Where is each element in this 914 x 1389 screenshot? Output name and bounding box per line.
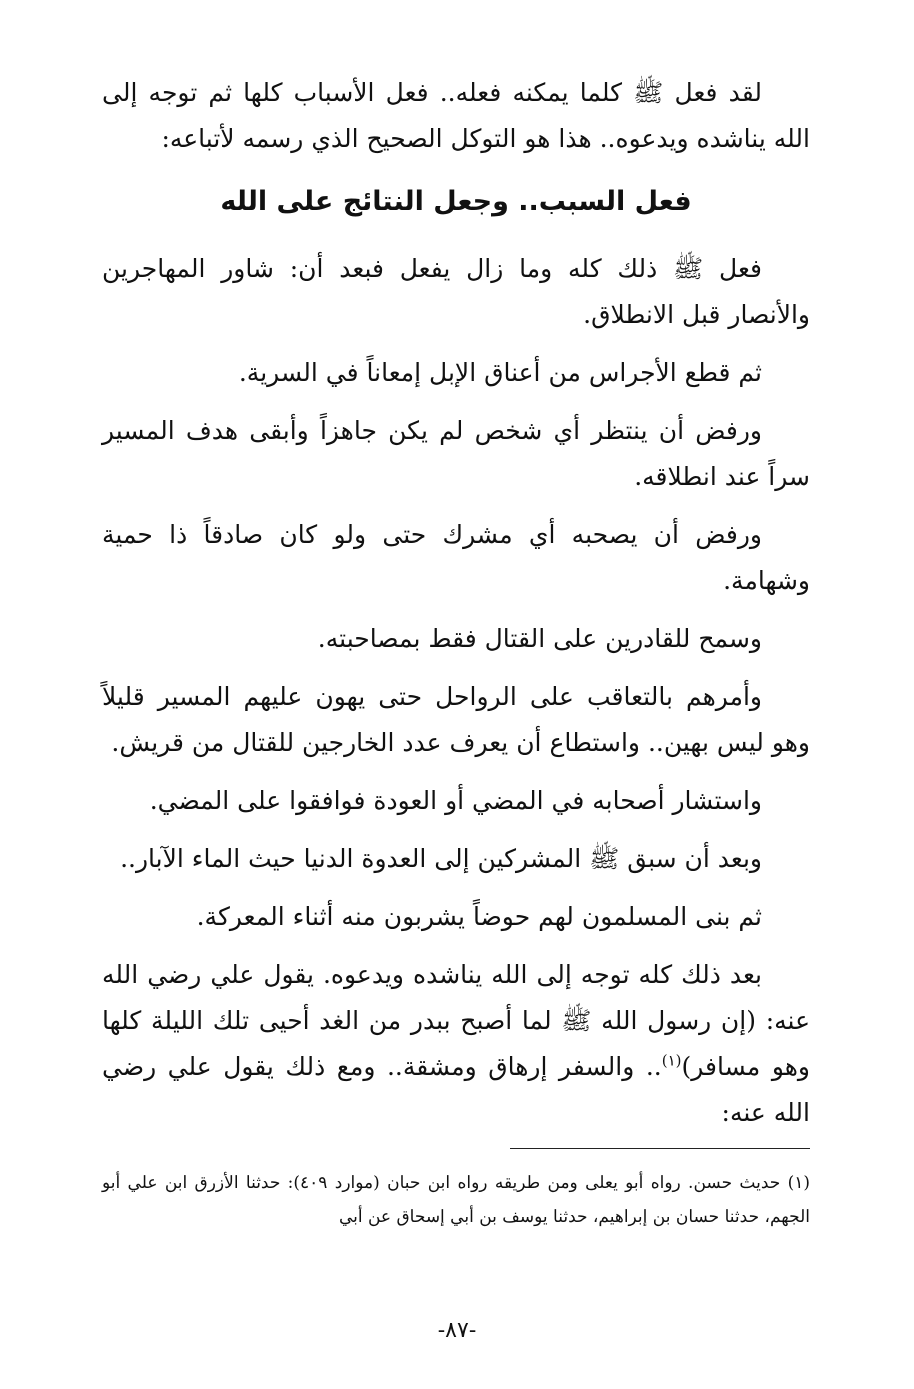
body-paragraph-5: وسمح للقادرين على القتال فقط بمصاحبته. [317, 624, 762, 653]
footnote-divider [510, 1148, 810, 1149]
final-paragraph-before: بعد ذلك كله توجه إلى الله يناشده ويدعوه. يقول علي رضي الله عنه: (إن رسول الله ﷺ لما أصبح ببدر من الغد أحيى تلك الليلة كلها وهو مسافر) [102, 960, 810, 1081]
body-paragraph-4: ورفض أن يصحبه أي مشرك حتى ولو كان صادقاً ذا حمية وشهامة. [102, 520, 810, 595]
body-paragraph-6: وأمرهم بالتعاقب على الرواحل حتى يهون عليهم المسير قليلاً وهو ليس بهين.. واستطاع أن يعرف عدد الخارجين للقتال من قريش. [102, 682, 810, 757]
body-paragraph-3: ورفض أن ينتظر أي شخص لم يكن جاهزاً وأبقى هدف المسير سراً عند انطلاقه. [102, 416, 810, 491]
footnote-marker: (١) [661, 1051, 682, 1070]
final-paragraph-after: .. والسفر إرهاق ومشقة.. ومع ذلك يقول علي رضي الله عنه: [102, 1052, 810, 1127]
body-paragraph-1: فعل ﷺ ذلك كله وما زال يفعل فبعد أن: شاور المهاجرين والأنصار قبل الانطلاق. [102, 254, 810, 329]
footnote: (١) حديث حسن. رواه أبو يعلى ومن طريقه رواه ابن حبان (موارد ٤٠٩): حدثنا الأزرق ابن علي أبو الجهم، حدثنا حسان بن إبراهيم، حدثنا يوسف بن أبي إسحاق عن أبي [102, 1173, 810, 1227]
section-heading: فعل السبب.. وجعل النتائج على الله [220, 186, 692, 217]
body-paragraph-9: ثم بنى المسلمون لهم حوضاً يشربون منه أثناء المعركة. [196, 902, 762, 931]
intro-paragraph: لقد فعل ﷺ كلما يمكنه فعله.. فعل الأسباب كلها ثم توجه إلى الله يناشده ويدعوه.. هذا هو التوكل الصحيح الذي رسمه لأتباعه: [102, 78, 810, 153]
body-paragraph-7: واستشار أصحابه في المضي أو العودة فوافقوا على المضي. [149, 786, 762, 815]
page-body [102, 70, 810, 1251]
final-paragraph [102, 952, 810, 1136]
body-paragraph-8: وبعد أن سبق ﷺ المشركين إلى العدوة الدنيا حيث الماء الآبار.. [120, 844, 762, 873]
body-paragraph-2: ثم قطع الأجراس من أعناق الإبل إمعاناً في السرية. [238, 358, 762, 387]
page-number: -٨٧- [437, 1318, 477, 1343]
